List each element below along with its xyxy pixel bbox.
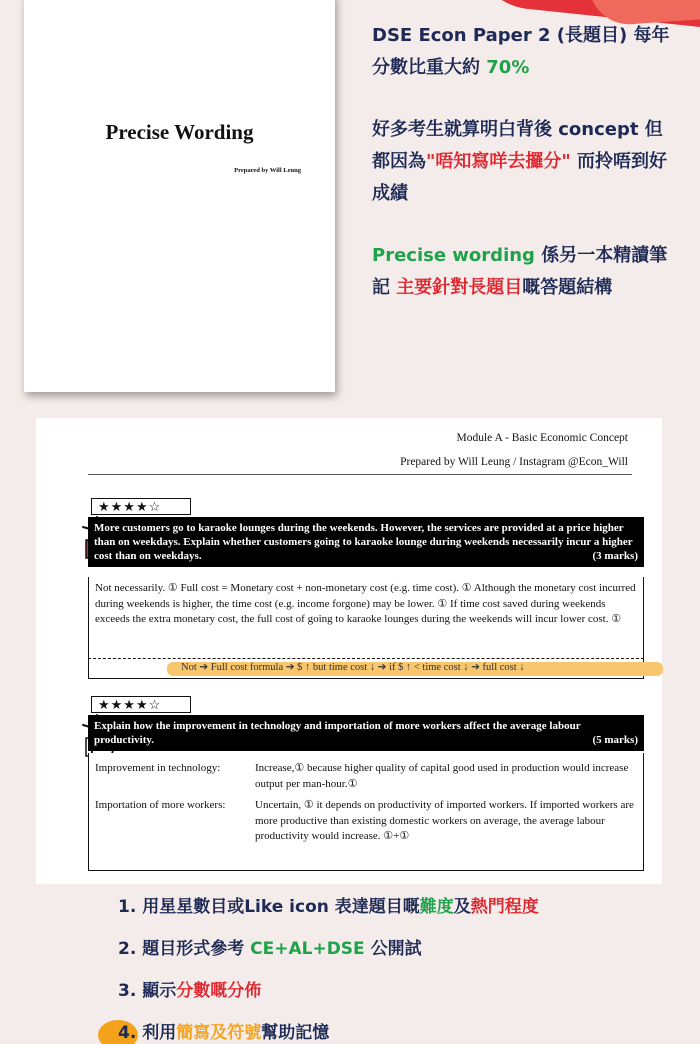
question-2: Explain how the improvement in technology and importation of more workers affect the average labour productivity. (5 marks) <box>88 715 644 751</box>
cover-byline: Prepared by Will Leung <box>234 167 301 174</box>
list-item: 1. 用星星數目或Like icon 表達題目嘅難度及熱門程度 <box>118 897 539 917</box>
sample-page <box>36 418 662 884</box>
prepared-header: Prepared by Will Leung / Instagram @Econ_Will <box>400 456 628 468</box>
header-divider <box>88 474 632 475</box>
intro-paragraph-3: Precise wording 係另一本精讀筆記 主要針對長題目嘅答題結構 <box>372 245 668 298</box>
list-item: 2. 題目形式參考 CE+AL+DSE 公開試 <box>118 939 422 959</box>
question-1: More customers go to karaoke lounges during the weekends. However, the services are provided at a price higher than on weekdays. Explain whether customers going to karaoke lounge during weekends necessarily incur a higher cost than on weekdays. (3 marks) <box>88 517 644 567</box>
marks-label: (5 marks) <box>592 734 638 746</box>
summary-row <box>88 658 644 679</box>
answer-1: Not necessarily. ① Full cost = Monetary cost + non-monetary cost (e.g. time cost). ① Although the monetary cost incurred during weekends is higher, the time cost (e.g. income forgone) may be lower. ① If time cost saved during weekends exceeds the extra monetary cost, the full cost of going to karaoke lounges during the weekends will incur lower cost. ① <box>88 577 644 659</box>
marks-label: (3 marks) <box>592 550 638 562</box>
intro-text <box>372 20 672 334</box>
answer-row: Importation of more workers: Uncertain, ① it depends on productivity of imported workers. If imported workers are more productive than existing domestic workers on average, the average labour productivity would increase. ①+① <box>95 799 634 842</box>
answer-2 <box>88 753 644 871</box>
difficulty-stars: ★★★★☆ <box>91 498 191 515</box>
feature-list <box>118 895 539 1044</box>
difficulty-stars: ★★★★☆ <box>91 696 191 713</box>
intro-paragraph-2: 好多考生就算明白背後 concept 但都因為"唔知寫咩去攞分" 而拎唔到好成績 <box>372 119 668 204</box>
cover-title: Precise Wording <box>105 120 254 144</box>
list-item: 4. 利用簡寫及符號幫助記憶 <box>118 1023 330 1043</box>
percentage: 70% <box>486 57 530 78</box>
book-cover <box>24 0 335 392</box>
module-header: Module A - Basic Economic Concept <box>456 432 628 444</box>
answer-row: Improvement in technology: Increase,① because higher quality of capital good used in production would increase output per man-hour.① <box>95 762 629 790</box>
summary-text: Not ➔ Full cost formula ➔ $ ↑ but time cost ↓ ➔ if $ ↑ < time cost ↓ ➔ full cost ↓ <box>181 662 525 673</box>
list-item: 3. 顯示分數嘅分佈 <box>118 981 262 1001</box>
intro-paragraph-1: DSE Econ Paper 2 (長題目) 每年分數比重大約 70% <box>372 25 670 78</box>
